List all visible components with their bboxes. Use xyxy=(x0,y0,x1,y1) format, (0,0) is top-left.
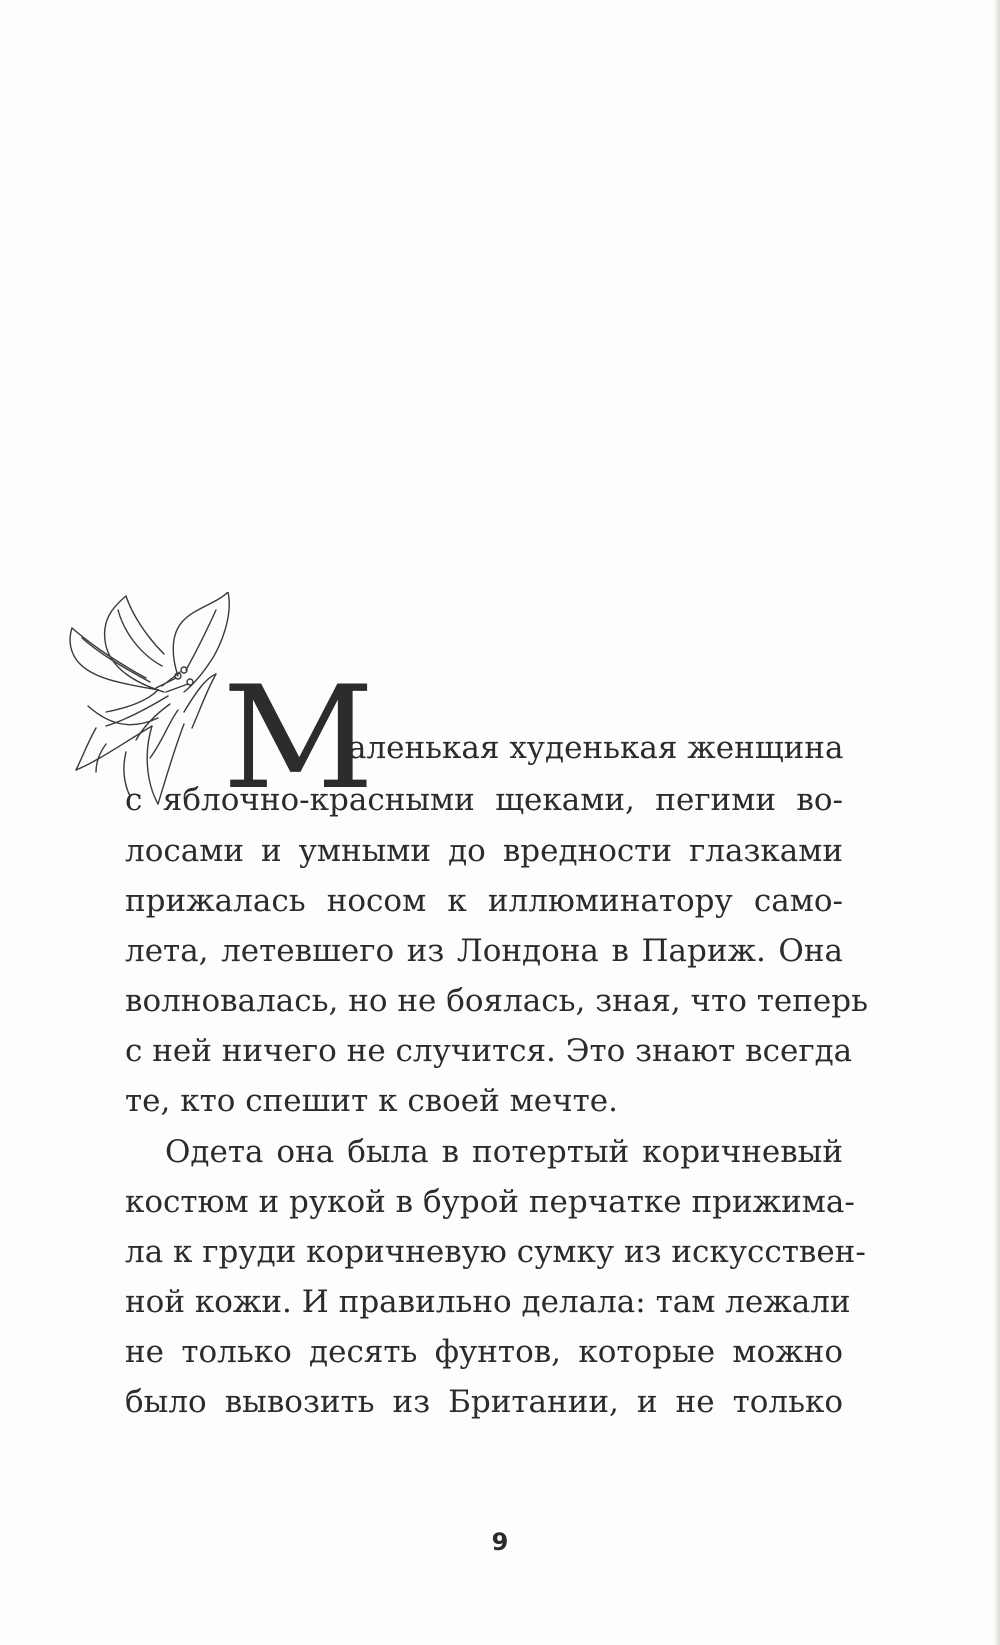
text-line: аленькая худенькая женщина xyxy=(348,730,844,766)
text-line: костюм и рукой в бурой перчатке прижима- xyxy=(125,1184,855,1220)
page-edge xyxy=(994,0,1000,1645)
text-line: с яблочно-красными щеками, пегими во- xyxy=(125,782,843,818)
text-line: ной кожи. И правильно делала: там лежали xyxy=(125,1284,851,1320)
text-line: те, кто спешит к своей мечте. xyxy=(125,1083,618,1119)
text-line: не только десять фунтов, которые можно xyxy=(125,1334,843,1370)
text-line: лосами и умными до вредности глазками xyxy=(125,833,843,869)
page-number: 9 xyxy=(491,1528,509,1556)
text-line: прижалась носом к иллюминатору само- xyxy=(125,883,843,919)
text-line: ла к груди коричневую сумку из искусствен- xyxy=(125,1234,866,1270)
text-line: лета, летевшего из Лондона в Париж. Она xyxy=(125,933,843,969)
text-line: Одета она была в потертый коричневый xyxy=(165,1134,843,1170)
text-line: было вывозить из Британии, и не только xyxy=(125,1384,843,1420)
text-line: волновалась, но не боялась, зная, что теперь xyxy=(125,983,868,1019)
text-line: с ней ничего не случится. Это знают всегда xyxy=(125,1033,853,1069)
drop-cap: М xyxy=(222,656,371,821)
